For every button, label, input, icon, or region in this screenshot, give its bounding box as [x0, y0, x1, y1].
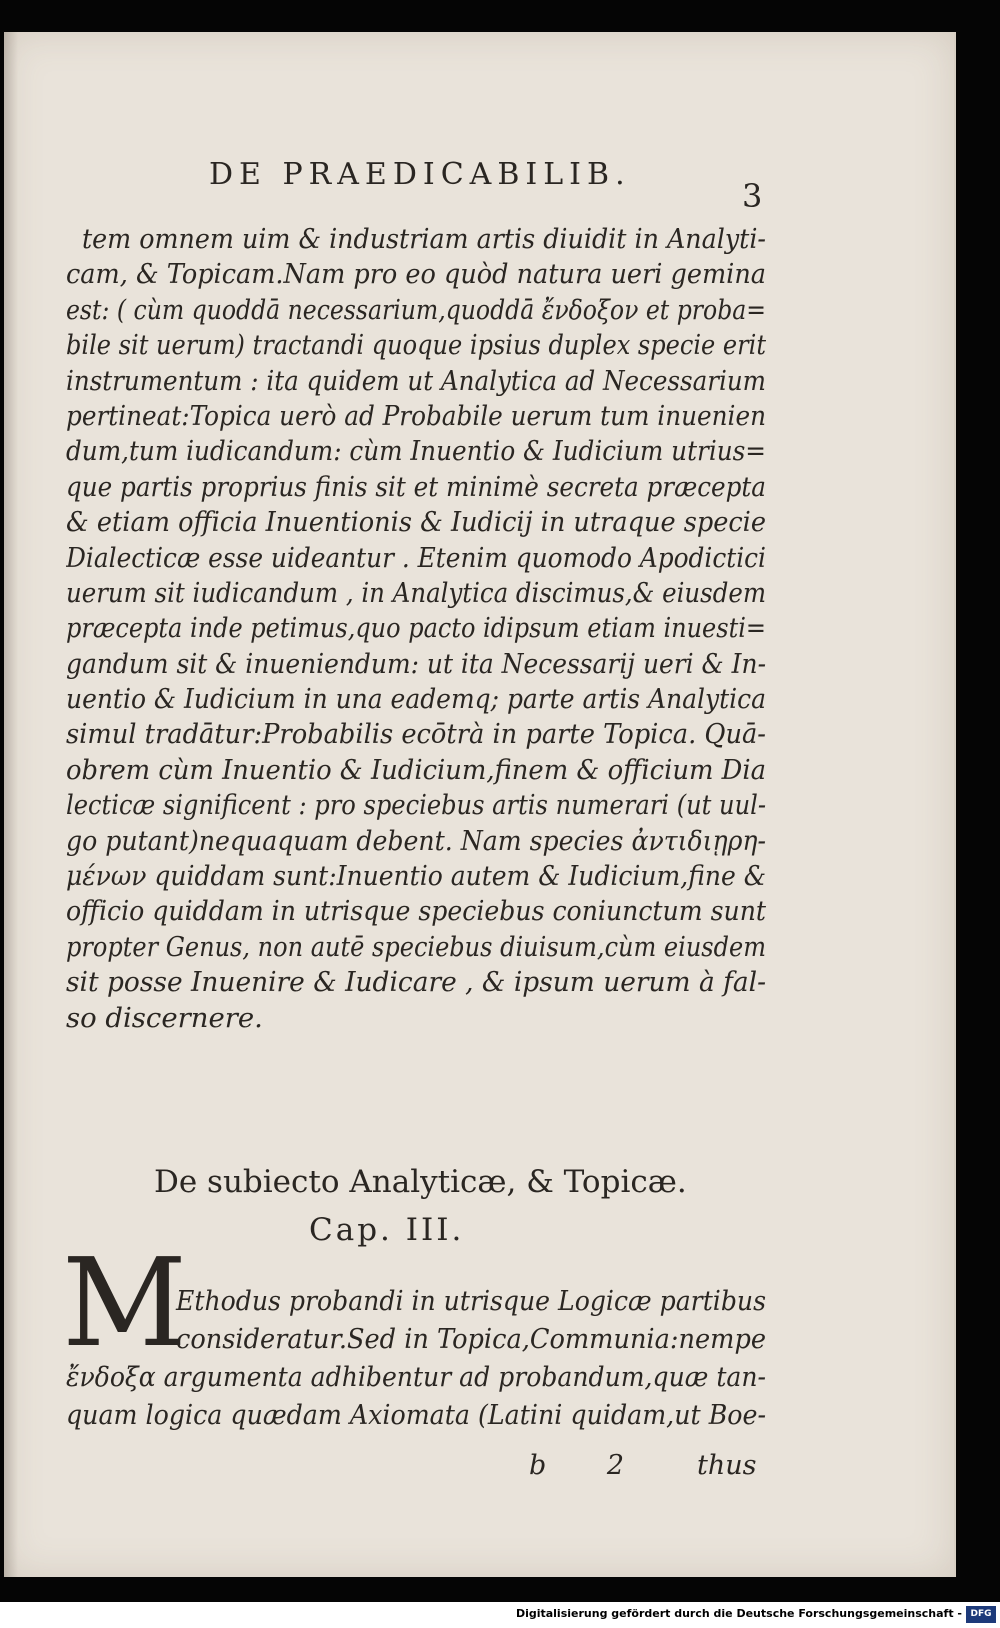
- text-line: uentio & Iudicium in una eademq; parte artis Analytica: [66, 683, 766, 716]
- catchword: thus: [697, 1450, 757, 1481]
- chapter-number: Cap. III.: [309, 1212, 465, 1248]
- text-line: instrumentum : ita quidem ut Analytica ad Necessarium: [66, 364, 766, 397]
- text-line: Ethodus probandi in utrisque Logicæ partibus: [176, 1285, 766, 1317]
- text-line: bile sit uerum) tractandi quoque ipsius duplex specie erit: [66, 329, 766, 362]
- text-line: lecticæ significent : pro speciebus artis numerari (ut uul-: [66, 789, 766, 822]
- chapter-heading: De subiecto Analyticæ, & Topicæ.: [154, 1164, 687, 1200]
- page-number: 3: [742, 177, 763, 215]
- text-line: propter Genus, non autē speciebus diuisum,cùm eiusdem: [66, 930, 766, 963]
- text-line: go putant)nequaquam debent. Nam species ἀντιδιῃρη-: [66, 824, 766, 857]
- text-line: obrem cùm Inuentio & Iudicium,finem & officium Dia: [66, 753, 766, 786]
- text-line: que partis proprius finis sit et minimè secreta præcepta: [66, 470, 766, 503]
- text-line: est: ( cùm quoddā necessarium,quoddā ἔνδοξον et proba=: [66, 293, 766, 326]
- text-line: μένων quiddam sunt:Inuentio autem & Iudicium,fine &: [66, 860, 766, 893]
- running-head: DE PRAEDICABILIB.: [209, 157, 631, 192]
- text-line: dum,tum iudicandum: cùm Inuentio & Iudicium utrius=: [66, 435, 766, 468]
- text-line: sit posse Inuenire & Iudicare , & ipsum uerum à fal-: [66, 966, 766, 999]
- text-line: præcepta inde petimus,quo pacto idipsum etiam inuesti=: [66, 612, 766, 645]
- text-line: gandum sit & inueniendum: ut ita Necessarij ueri & In-: [66, 647, 766, 680]
- footer-bar: [0, 1602, 1000, 1628]
- body-text: [66, 222, 766, 1036]
- text-line: pertineat:Topica uerò ad Probabile uerum tum inuenien: [66, 399, 766, 432]
- chapter-text: [66, 1282, 766, 1434]
- text-line: officio quiddam in utrisque speciebus coniunctum sunt: [66, 895, 766, 928]
- text-line: simul tradātur:Probabilis ecōtrà in parte Topica. Quā-: [66, 718, 766, 751]
- dfg-logo: DFG: [966, 1606, 996, 1623]
- footer-credit: Digitalisierung gefördert durch die Deutsche Forschungsgemeinschaft -: [515, 1607, 962, 1620]
- text-line: tem omnem uim & industriam artis diuidit in Analyti-: [82, 223, 766, 255]
- text-line: Dialecticæ esse uideantur . Etenim quomodo Apodictici: [66, 541, 766, 574]
- text-line: quam logica quædam Axiomata (Latini quidam,ut Boe-: [66, 1399, 766, 1431]
- text-line: cam, & Topicam.Nam pro eo quòd natura ueri gemina: [66, 258, 766, 291]
- text-line: uerum sit iudicandum , in Analytica discimus,& eiusdem: [66, 576, 766, 609]
- book-page: [4, 32, 956, 1577]
- text-line: consideratur.Sed in Topica,Communia:nempe: [176, 1323, 766, 1355]
- text-line: & etiam officia Inuentionis & Iudicij in utraque specie: [66, 506, 766, 539]
- text-line: so discernere.: [66, 1001, 263, 1034]
- text-line: ἔνδοξα argumenta adhibentur ad probandum,quæ tan-: [66, 1361, 766, 1393]
- decorated-initial: M: [62, 1232, 187, 1374]
- signature-mark: b 2: [529, 1450, 651, 1481]
